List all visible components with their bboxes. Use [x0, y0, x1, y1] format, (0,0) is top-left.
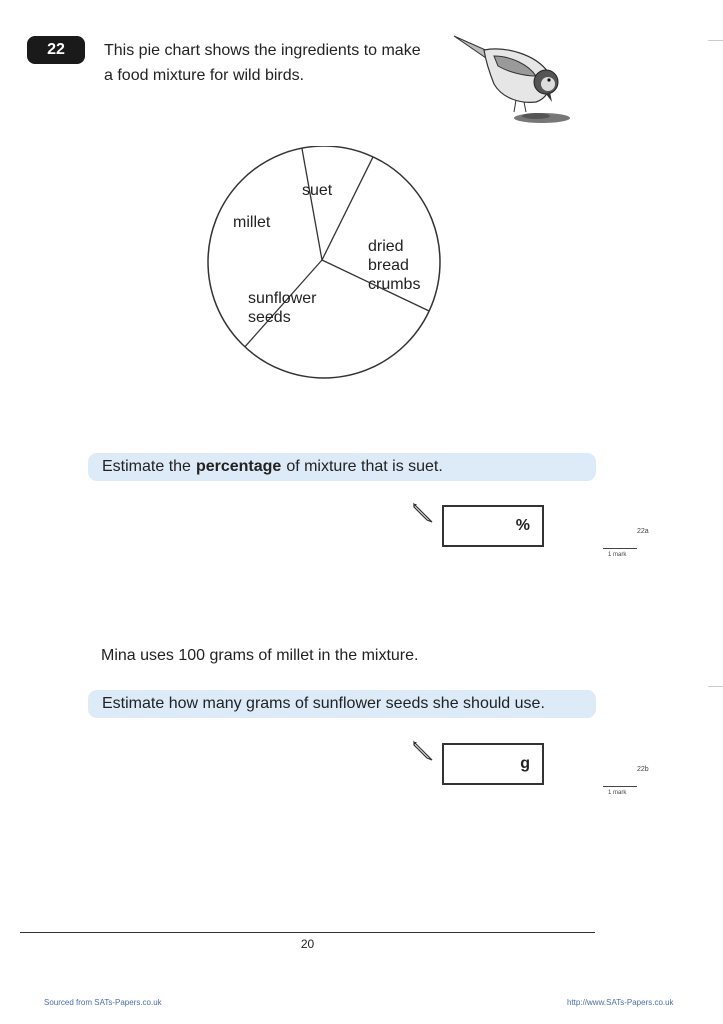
- source-right[interactable]: http://www.SATs-Papers.co.uk: [567, 998, 674, 1007]
- question-number: 22: [27, 36, 85, 64]
- pie-label-line: seeds: [248, 309, 291, 326]
- mark-label: 1 mark: [608, 790, 627, 796]
- part-b-context: Mina uses 100 grams of millet in the mixture.: [101, 647, 419, 664]
- footer-rule: [20, 932, 595, 933]
- intro-line-2: a food mixture for wild birds.: [104, 67, 305, 84]
- answer-box-percentage[interactable]: [442, 505, 544, 547]
- prompt-text: of mixture that is suet.: [286, 458, 443, 475]
- bird-icon: [450, 32, 578, 128]
- mark-line: [603, 786, 637, 787]
- pie-label-dried-bread-crumbs: [368, 237, 420, 294]
- answer-unit: g: [520, 755, 530, 772]
- pie-label-suet: suet: [302, 182, 333, 199]
- prompt-text: Estimate the: [102, 458, 191, 475]
- pie-label-line: crumbs: [368, 276, 421, 293]
- page-edge-mark: [708, 686, 723, 687]
- pie-label-millet: millet: [233, 214, 271, 231]
- pie-label-line: sunflower: [248, 290, 317, 307]
- pie-label-sunflower-seeds: [248, 289, 316, 327]
- part-a-prompt: [88, 453, 596, 481]
- pie-label-line: bread: [368, 257, 409, 274]
- mark-label: 1 mark: [608, 552, 627, 558]
- part-b-prompt: [88, 690, 596, 718]
- page-number: 20: [300, 937, 315, 951]
- source-left[interactable]: Sourced from SATs-Papers.co.uk: [44, 998, 162, 1007]
- question-intro: [104, 38, 421, 88]
- answer-box-grams[interactable]: [442, 743, 544, 785]
- intro-line-1: This pie chart shows the ingredients to make: [104, 42, 421, 59]
- pie-label-line: dried: [368, 238, 404, 255]
- page-edge-mark: [708, 40, 723, 41]
- prompt-bold-text: percentage: [195, 458, 282, 475]
- answer-unit: %: [515, 517, 530, 534]
- question-ref: 22b: [637, 766, 649, 773]
- question-ref: 22a: [637, 528, 649, 535]
- pencil-icon: [412, 502, 434, 524]
- mark-line: [603, 548, 637, 549]
- pencil-icon: [412, 740, 434, 762]
- prompt-text: Estimate how many grams of sunflower seeds she should use.: [102, 695, 545, 712]
